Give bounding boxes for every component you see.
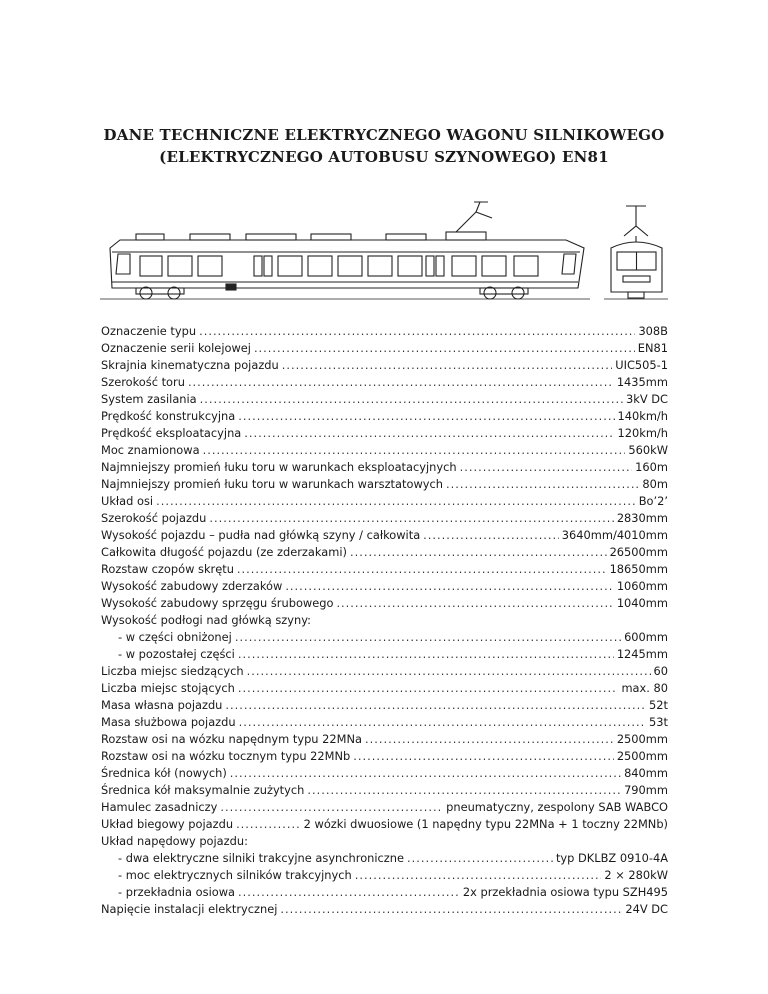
leader-dots: [365, 731, 614, 748]
spec-value: 24V DC: [625, 902, 668, 916]
spec-value: 840mm: [624, 766, 668, 780]
spec-value: 2500mm: [616, 749, 668, 763]
spec-value: 1060mm: [616, 579, 668, 593]
spec-value: 52t: [649, 698, 668, 712]
spec-label: Napięcie instalacji elektrycznej: [101, 902, 278, 916]
spec-value: 3640mm/4010mm: [561, 528, 668, 542]
spec-row: [101, 510, 668, 527]
spec-label: Całkowita długość pojazdu (ze zderzakami): [101, 545, 347, 559]
spec-label: - w części obniżonej: [118, 630, 232, 644]
spec-row: [101, 391, 668, 408]
spec-value: 1245mm: [616, 647, 668, 661]
spec-row: [101, 459, 668, 476]
spec-row: [101, 340, 668, 357]
leader-dots: [235, 629, 621, 646]
spec-row: [101, 595, 668, 612]
spec-label: Masa służbowa pojazdu: [101, 715, 236, 729]
spec-label: Najmniejszy promień łuku toru w warunkach eksploatacyjnych: [101, 460, 457, 474]
spec-row: [101, 731, 668, 748]
spec-value: 2 wózki dwuosiowe (1 napędny typu 22MNa + 1 toczny 22MNb): [303, 817, 668, 831]
leader-dots: [238, 884, 460, 901]
leader-dots: [460, 459, 633, 476]
spec-row: [101, 374, 668, 391]
spec-label: Układ napędowy pojazdu:: [101, 834, 248, 848]
spec-row: [101, 833, 668, 850]
leader-dots: [225, 697, 646, 714]
spec-label: Prędkość eksploatacyjna: [101, 426, 242, 440]
leader-dots: [237, 561, 607, 578]
spec-label: Układ biegowy pojazdu: [101, 817, 234, 831]
spec-label: Wysokość podłogi nad główką szyny:: [101, 613, 311, 627]
spec-row: [101, 527, 668, 544]
spec-row: [101, 493, 668, 510]
spec-value: max. 80: [621, 681, 668, 695]
spec-label: Rozstaw czopów skrętu: [101, 562, 234, 576]
spec-label: Średnica kół maksymalnie zużytych: [101, 783, 305, 797]
leader-dots: [423, 527, 559, 544]
document-title: [0, 124, 768, 168]
spec-row: [101, 799, 668, 816]
spec-label: Oznaczenie serii kolejowej: [101, 341, 251, 355]
spec-row: [101, 714, 668, 731]
spec-row: [101, 612, 668, 629]
leader-dots: [156, 493, 636, 510]
leader-dots: [353, 748, 614, 765]
spec-row: [101, 442, 668, 459]
leader-dots: [355, 867, 602, 884]
spec-value: EN81: [637, 341, 668, 355]
spec-value: 160m: [635, 460, 668, 474]
spec-label: Oznaczenie typu: [101, 324, 197, 338]
spec-row: [101, 680, 668, 697]
spec-label: Szerokość toru: [101, 375, 185, 389]
spec-row: [101, 646, 668, 663]
leader-dots: [239, 714, 646, 731]
spec-row: [101, 561, 668, 578]
spec-label: Rozstaw osi na wózku tocznym typu 22MNb: [101, 749, 351, 763]
spec-label: Liczba miejsc siedzących: [101, 664, 244, 678]
train-front-view: [604, 206, 668, 299]
spec-label: - przekładnia osiowa: [118, 885, 235, 899]
spec-row: [101, 425, 668, 442]
spec-label: Średnica kół (nowych): [101, 766, 227, 780]
spec-row: [101, 884, 668, 901]
spec-value: 60: [653, 664, 668, 678]
train-side-view: [100, 202, 590, 299]
leader-dots: [220, 799, 443, 816]
spec-value: typ DKLBZ 0910-4A: [555, 851, 668, 865]
spec-value: 2830mm: [616, 511, 668, 525]
leader-dots: [247, 663, 651, 680]
leader-dots: [446, 476, 639, 493]
spec-row: [101, 544, 668, 561]
spec-row: [101, 578, 668, 595]
spec-value: 1435mm: [616, 375, 668, 389]
spec-value: 308B: [638, 324, 668, 338]
spec-row: [101, 476, 668, 493]
spec-value: pneumatyczny, zespolony SAB WABCO: [446, 800, 668, 814]
spec-label: System zasilania: [101, 392, 197, 406]
spec-row: [101, 663, 668, 680]
spec-value: 140km/h: [617, 409, 668, 423]
spec-row: [101, 408, 668, 425]
spec-value: 80m: [642, 477, 668, 491]
leader-dots: [244, 425, 614, 442]
spec-label: Najmniejszy promień łuku toru w warunkach warsztatowych: [101, 477, 443, 491]
leader-dots: [199, 323, 635, 340]
spec-value: 120km/h: [617, 426, 668, 440]
spec-label: - w pozostałej części: [118, 647, 235, 661]
spec-label: Szerokość pojazdu: [101, 511, 207, 525]
leader-dots: [336, 595, 613, 612]
spec-row: [101, 748, 668, 765]
spec-label: Układ osi: [101, 494, 154, 508]
spec-row: [101, 357, 668, 374]
leader-dots: [203, 442, 626, 459]
leader-dots: [188, 374, 614, 391]
leader-dots: [236, 816, 301, 833]
spec-row: [101, 816, 668, 833]
spec-label: Wysokość zabudowy sprzęgu śrubowego: [101, 596, 334, 610]
leader-dots: [200, 391, 623, 408]
spec-row: [101, 901, 668, 918]
spec-value: 560kW: [628, 443, 668, 457]
spec-value: 26500mm: [609, 545, 668, 559]
spec-label: - moc elektrycznych silników trakcyjnych: [118, 868, 352, 882]
spec-value: Bo’2’: [638, 494, 668, 508]
leader-dots: [285, 578, 614, 595]
spec-label: Wysokość zabudowy zderzaków: [101, 579, 283, 593]
spec-value: 2x przekładnia osiowa typu SZH495: [462, 885, 668, 899]
title-line-1: DANE TECHNICZNE ELEKTRYCZNEGO WAGONU SILNIKOWEGO: [103, 126, 665, 144]
spec-label: Rozstaw osi na wózku napędnym typu 22MNa: [101, 732, 362, 746]
leader-dots: [350, 544, 607, 561]
title-line-2: (ELEKTRYCZNEGO AUTOBUSU SZYNOWEGO) EN81: [159, 148, 609, 166]
spec-value: 790mm: [624, 783, 668, 797]
spec-row: [101, 323, 668, 340]
spec-value: 3kV DC: [626, 392, 668, 406]
spec-label: Skrajnia kinematyczna pojazdu: [101, 358, 279, 372]
spec-row: [101, 782, 668, 799]
spec-label: Masa własna pojazdu: [101, 698, 223, 712]
leader-dots: [209, 510, 613, 527]
spec-value: 18650mm: [609, 562, 668, 576]
spec-label: Wysokość pojazdu – pudła nad główką szyny / całkowita: [101, 528, 421, 542]
leader-dots: [407, 850, 553, 867]
spec-label: Liczba miejsc stojących: [101, 681, 235, 695]
spec-label: Moc znamionowa: [101, 443, 200, 457]
train-drawing: [96, 196, 676, 306]
leader-dots: [238, 646, 614, 663]
spec-row: [101, 697, 668, 714]
spec-row: [101, 629, 668, 646]
leader-dots: [238, 680, 619, 697]
spec-label: Hamulec zasadniczy: [101, 800, 218, 814]
leader-dots: [282, 357, 613, 374]
leader-dots: [230, 765, 621, 782]
spec-label: - dwa elektryczne silniki trakcyjne asynchroniczne: [118, 851, 405, 865]
spec-list: [101, 323, 668, 918]
spec-value: 600mm: [624, 630, 668, 644]
spec-value: UIC505-1: [615, 358, 668, 372]
spec-value: 1040mm: [616, 596, 668, 610]
spec-row: [101, 765, 668, 782]
spec-value: 53t: [649, 715, 668, 729]
leader-dots: [307, 782, 621, 799]
spec-row: [101, 850, 668, 867]
spec-value: 2 × 280kW: [604, 868, 668, 882]
spec-label: Prędkość konstrukcyjna: [101, 409, 236, 423]
spec-value: 2500mm: [616, 732, 668, 746]
leader-dots: [238, 408, 614, 425]
spec-row: [101, 867, 668, 884]
leader-dots: [254, 340, 635, 357]
leader-dots: [280, 901, 622, 918]
